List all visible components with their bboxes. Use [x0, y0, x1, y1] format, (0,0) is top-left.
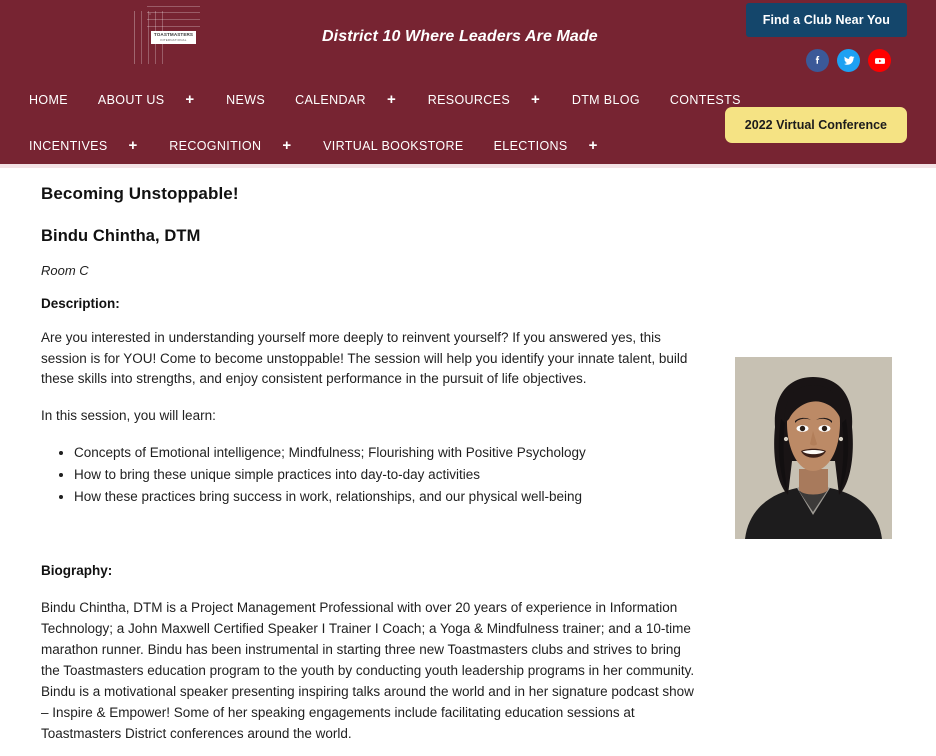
nav-expand-calendar-icon[interactable]: + — [386, 91, 396, 108]
learning-outcomes-list — [41, 442, 701, 507]
nav-expand-elections-icon[interactable]: + — [588, 137, 598, 154]
site-header — [0, 0, 936, 168]
nav-item-recognition[interactable]: RECOGNITION — [169, 138, 262, 153]
nav-expand-recognition-icon[interactable]: + — [282, 137, 292, 154]
description-paragraph: Are you interested in understanding yourself more deeply to reinvent yourself? If you answered yes, this session is for YOU! Come to become unstoppable! The session will help you identify your innate talent, build these skills into strengths, and enjoy consistent performance in the pursuit of life objectives. — [41, 330, 688, 386]
nav-expand-resources-icon[interactable]: + — [531, 91, 540, 108]
nav-item-about-us[interactable]: ABOUT US — [97, 92, 165, 107]
find-a-club-button[interactable]: Find a Club Near You — [746, 3, 907, 37]
nav-item-elections[interactable]: ELECTIONS — [493, 138, 568, 153]
site-tagline: District 10 Where Leaders Are Made — [322, 28, 598, 45]
primary-nav-row-1 — [29, 92, 741, 107]
session-details-column — [41, 184, 701, 744]
biography-label: Biography: — [41, 563, 113, 578]
list-item: • How these practices bring success in work, relationships, and our physical well-being — [74, 486, 701, 507]
speaker-name: Bindu Chintha, DTM — [41, 227, 201, 245]
youtube-icon[interactable] — [868, 49, 891, 72]
social-links — [806, 49, 891, 72]
nav-item-dtm-blog[interactable]: DTM BLOG — [571, 92, 640, 107]
list-item: • Concepts of Emotional intelligence; Mindfulness; Flourishing with Positive Psychology — [74, 442, 701, 463]
room-label: Room C — [41, 263, 89, 278]
biography-paragraph: Bindu Chintha, DTM is a Project Management Professional with over 20 years of experience in Information Technology; a John Maxwell Certified Speaker I Trainer I Coach; a Yoga & Mindfulness trainer; and a 10-time marathon runner. Bindu has been instrumental in starting three new Toastmasters clubs and strives to bring the Toastmasters education program to the youth by conducting youth leadership programs in her community. Bindu is a motivational speaker presenting inspiring talks around the world and in her signature podcast show – Inspire & Empower! Some of her speaking engagements include facilitating education sessions at Toastmasters District conferences around the world. — [41, 600, 695, 741]
site-logo-link[interactable] — [150, 14, 197, 61]
list-item: • How to bring these unique simple practices into day-to-day activities — [74, 464, 701, 485]
speaker-headshot — [735, 357, 892, 539]
virtual-conference-button[interactable]: 2022 Virtual Conference — [725, 107, 907, 143]
facebook-icon[interactable] — [806, 49, 829, 72]
nav-expand-incentives-icon[interactable]: + — [128, 137, 138, 154]
nav-item-news[interactable]: NEWS — [226, 92, 266, 107]
primary-nav-row-2 — [29, 138, 599, 153]
nav-item-incentives[interactable]: INCENTIVES — [29, 138, 108, 153]
nav-item-home[interactable]: HOME — [29, 92, 68, 107]
nav-item-contests[interactable]: CONTESTS — [669, 92, 741, 107]
page-title: Becoming Unstoppable! — [41, 184, 239, 203]
nav-item-virtual-bookstore[interactable]: VIRTUAL BOOKSTORE — [323, 138, 464, 153]
nav-item-resources[interactable]: RESOURCES — [427, 92, 511, 107]
learn-intro: In this session, you will learn: — [41, 407, 216, 423]
description-label: Description: — [41, 296, 120, 311]
nav-item-calendar[interactable]: CALENDAR — [295, 92, 366, 107]
twitter-icon[interactable] — [837, 49, 860, 72]
nav-expand-about-us-icon[interactable]: + — [185, 91, 195, 108]
